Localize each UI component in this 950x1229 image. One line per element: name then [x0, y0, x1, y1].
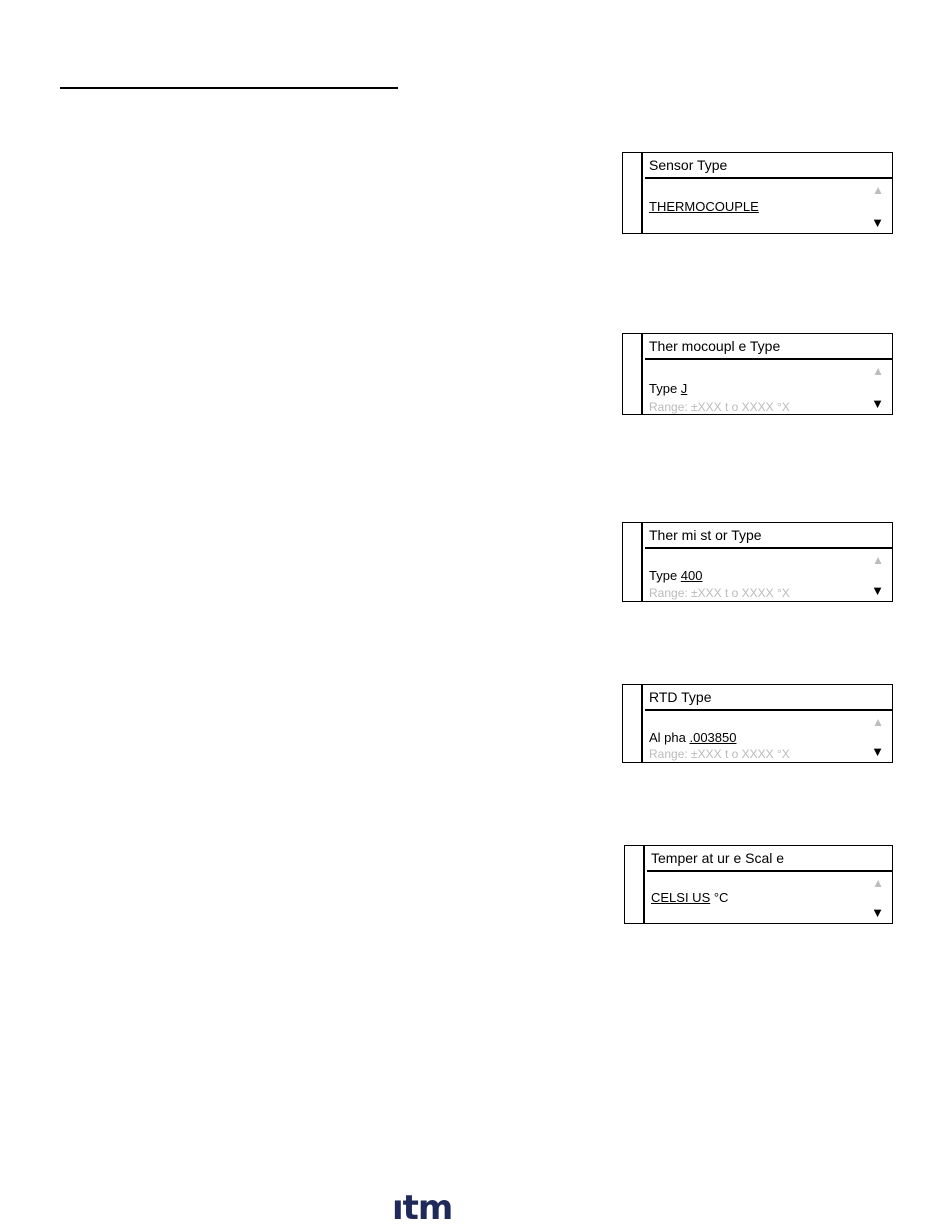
lcd-body: [645, 179, 892, 233]
lcd-rtd-type: [622, 684, 893, 763]
value-prefix: Al pha: [649, 730, 690, 745]
selected-value: 400: [680, 568, 703, 583]
lcd-title: Sensor Type: [645, 153, 892, 179]
scroll-down-arrow-icon: ▼: [871, 905, 884, 920]
lcd-thermocouple-type: [622, 333, 893, 415]
lcd-range-text: Range: ±XXX t o XXXX °X: [649, 747, 790, 761]
scroll-up-arrow-icon: ▲: [872, 364, 884, 378]
lcd-value-line: [649, 568, 703, 583]
lcd-value-line: [649, 199, 759, 214]
lcd-title: Ther mocoupl e Type: [645, 334, 892, 360]
lcd-body: [645, 711, 892, 762]
lcd-left-bar: [623, 334, 643, 414]
scroll-up-arrow-icon: ▲: [872, 553, 884, 567]
lcd-left-bar: [623, 153, 643, 233]
scroll-down-arrow-icon: ▼: [871, 396, 884, 411]
lcd-body: [645, 360, 892, 414]
lcd-sensor-type: [622, 152, 893, 234]
lcd-value-line: [649, 381, 687, 396]
value-prefix: Type: [649, 568, 681, 583]
lcd-range-text: Range: ±XXX t o XXXX °X: [649, 586, 790, 600]
selected-value: J: [680, 381, 688, 396]
selected-value: CELSI US: [651, 890, 711, 905]
section-heading-rule: [60, 87, 398, 89]
lcd-value-line: [651, 890, 728, 905]
value-prefix: Type: [649, 381, 681, 396]
scroll-down-arrow-icon: ▼: [871, 215, 884, 230]
selected-value: THERMOCOUPLE: [649, 199, 759, 214]
lcd-range-text: Range: ±XXX t o XXXX °X: [649, 400, 790, 414]
lcd-body: [647, 872, 892, 923]
lcd-title: RTD Type: [645, 685, 892, 711]
lcd-left-bar: [623, 685, 643, 762]
scroll-down-arrow-icon: ▼: [871, 744, 884, 759]
scroll-up-arrow-icon: ▲: [872, 876, 884, 890]
lcd-title: Temper at ur e Scal e: [647, 846, 892, 872]
value-suffix: °C: [710, 890, 729, 905]
itm-logo: ıtm: [392, 1188, 453, 1228]
lcd-title: Ther mi st or Type: [645, 523, 892, 549]
lcd-body: [645, 549, 892, 601]
lcd-value-line: [649, 730, 736, 745]
scroll-up-arrow-icon: ▲: [872, 715, 884, 729]
scroll-up-arrow-icon: ▲: [872, 183, 884, 197]
lcd-left-bar: [623, 523, 643, 601]
lcd-left-bar: [625, 846, 645, 923]
scroll-down-arrow-icon: ▼: [871, 583, 884, 598]
selected-value: .003850: [689, 730, 737, 745]
lcd-temperature-scale: [624, 845, 893, 924]
lcd-thermistor-type: [622, 522, 893, 602]
